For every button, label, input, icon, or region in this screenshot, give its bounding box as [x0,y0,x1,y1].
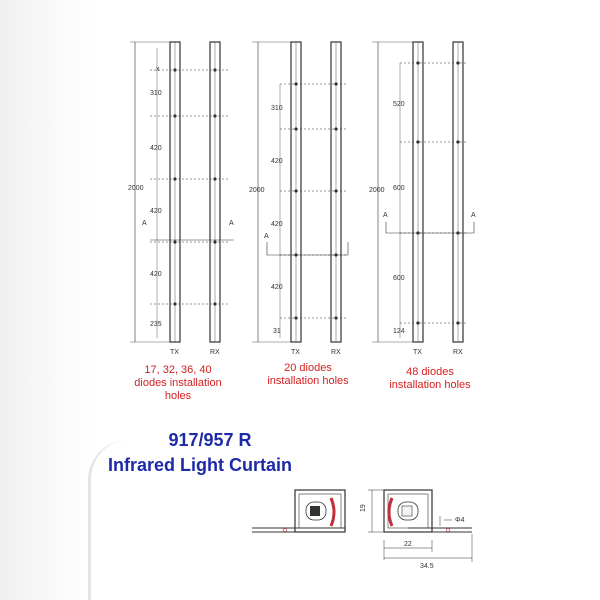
drawing-3-spacing-3: 600 [393,275,405,282]
drawing-3-spacing-1: 520 [393,101,405,108]
drawing-3-section-right: A [471,212,476,219]
caption-1-line-2: diodes installation [134,377,222,389]
caption-drawing-1 [108,364,248,403]
drawing-1-section-left: A [142,220,147,227]
drawing-2-hole-lines [280,84,348,318]
drawing-1-hole-lines [150,70,230,304]
caption-1-line-1: 17, 32, 36, 40 [144,364,212,376]
drawing-1-spacing-5: 235 [150,321,162,328]
drawing-3-spacing-2: 600 [393,185,405,192]
drawing-2-tx-label: TX [291,349,300,356]
profile-left [252,490,345,532]
profile-inner-width-label: 22 [404,541,412,548]
drawing-1-dimension-lines [130,42,170,342]
drawing-3-tx-label: TX [413,349,422,356]
drawing-1-hole-marker: x [156,66,160,73]
drawing-3-hole-lines [400,63,466,323]
drawing-2-section-left: A [264,233,269,240]
drawing-2-spacing-1: 310 [271,105,283,112]
drawing-1-total-length: 2000 [128,185,144,192]
profile-total-width-label: 34.5 [420,563,434,570]
drawing-3-total-length: 2000 [369,187,385,194]
drawing-2-total-length: 2000 [249,187,265,194]
product-model: 917/957 R [168,430,252,450]
drawing-3-section-left: A [383,212,388,219]
profile-hole-label: Φ4 [455,517,465,524]
drawing-2-rx-label: RX [331,349,341,356]
drawing-1-spacing-2: 420 [150,145,162,152]
caption-drawing-3 [370,366,490,392]
drawing-3-spacing-4: 124 [393,328,405,335]
product-name: Infrared Light Curtain [108,455,292,475]
profile-height-label: 19 [360,504,367,512]
drawing-1-spacing-1: 310 [150,90,162,97]
drawing-3-section-line [386,222,474,233]
caption-3-line-1: 48 diodes [406,366,454,378]
drawing-1-rx-label: RX [210,349,220,356]
drawing-3-rx-label: RX [453,349,463,356]
drawing-2-rails [291,42,341,342]
caption-2-line-1: 20 diodes [284,362,332,374]
caption-drawing-2 [248,362,368,388]
caption-1-line-3: holes [164,390,192,402]
drawing-1-section-right: A [229,220,234,227]
drawing-1-spacing-3: 420 [150,208,162,215]
drawing-1-spacing-4: 420 [150,271,162,278]
drawing-2-spacing-2: 420 [271,158,283,165]
drawing-1-rails [170,42,220,342]
drawing-1-tx-label: TX [170,349,179,356]
profile-right [384,490,472,532]
drawing-2-spacing-4: 420 [271,284,283,291]
caption-2-line-2: installation holes [267,375,349,387]
drawing-3-rails [413,42,463,342]
drawing-2-spacing-3: 420 [271,221,283,228]
drawing-2-spacing-5: 31 [273,328,281,335]
caption-3-line-2: installation holes [389,379,471,391]
